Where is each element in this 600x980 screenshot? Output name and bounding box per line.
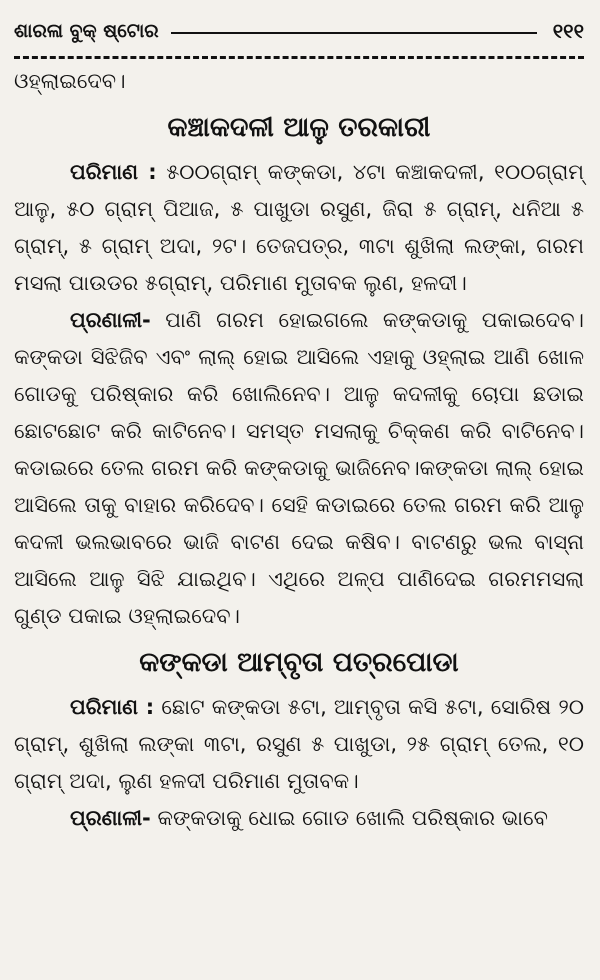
recipe1-method — [14, 302, 584, 635]
recipe1-method-text: ପାଣି ଗରମ ହୋଇଗଲେ କଙ୍କଡାକୁ ପକାଇଦେବ। କଙ୍କଡା ସିଝିଜିବ ଏବଂ ଲାଲ୍ ହୋଇ ଆସିଲେ ଏହାକୁ ଓହ୍ଲାଇ ଆଣି ଖୋଳ ଗୋଡକୁ ପରିଷ୍କାର କରି ଖୋଲିନେବ। ଆଳୁ କଦଳୀକୁ ଚୋପା ଛଡାଇ ଛୋଟଛୋଟ କରି କାଟିନେବ। ସମସ୍ତ ମସଲାକୁ ଚିକ୍କଣ କରି ବାଟିନେବ। କଡାଇରେ ତେଲ ଗରମ କରି କଙ୍କଡାକୁ ଭାଜିନେବ।କଙ୍କଡା ଲାଲ୍ ହୋଇ ଆସିଲେ ତାକୁ ବାହାର କରିଦେବ। ସେହି କଡାଇରେ ତେଲ ଗରମ କରି ଆଳୁ କଦଳୀ ଭଲଭାବରେ ଭାଜି ବାଟଣ ଦେଇ କଷିବ। ବାଟଣରୁ ଭଲ ବାସ୍ନା ଆସିଲେ ଆଳୁ ସିଝି ଯାଇଥିବ। ଏଥିରେ ଅଳ୍ପ ପାଣିଦେଇ ଗରମମସଲା ଗୁଣ୍ଡ ପକାଇ ଓହ୍ଲାଇଦେବ। — [14, 308, 584, 628]
running-header — [14, 18, 584, 44]
header-dashed-divider — [14, 56, 584, 59]
page-number: ୧୧୧ — [552, 19, 584, 43]
recipe1-ingredients-label: ପରିମାଣ : — [70, 160, 157, 184]
recipe1-ingredients-text: ୫୦୦ଗ୍ରାମ୍ କଙ୍କଡା, ୪ଟା କଞ୍ଚାକଦଳୀ, ୧୦୦ଗ୍ରାମ୍ ଆଳୁ, ୫୦ ଗ୍ରାମ୍ ପିଆଜ, ୫ ପାଖୁଡା ରସୁଣ, ଜିରା ୫ ଗ୍ରାମ୍, ଧନିଆ ୫ ଗ୍ରାମ୍, ୫ ଗ୍ରାମ୍ ଅଦା, ୨ଟ। ତେଜପତ୍ର, ୩ଟା ଶୁଖିଲା ଲଙ୍କା, ଗରମ ମସଲା ପାଉଡର ୫ଗ୍ରାମ୍, ପରିମାଣ ମୁତାବକ ଲୁଣ, ହଳଦୀ। — [14, 160, 584, 295]
recipe2-title: କଙ୍କଡା ଆମ୍ବୃତା ପତ୍ରପୋଡା — [139, 647, 459, 678]
recipe1-title: କଞ୍ଚାକଦଳୀ ଆଳୁ ତରକାରୀ — [167, 112, 431, 143]
continued-text: ଓହ୍ଲାଇଦେବ। — [14, 69, 126, 93]
recipe1-ingredients — [14, 154, 584, 302]
header-rule — [171, 32, 537, 34]
recipe2-method-label: ପ୍ରଣାଳୀ- — [70, 806, 151, 830]
recipe2-ingredients-text: ଛୋଟ କଙ୍କଡା ୫ଟା, ଆମ୍ବୃତା କସି ୫ଟା, ସୋରିଷ ୨୦ ଗ୍ରାମ୍, ଶୁଖିଲା ଲଙ୍କା ୩ଟା, ରସୁଣ ୫ ପାଖୁଡା, ୨୫ ଗ୍ରାମ୍ ତେଲ, ୧୦ ଗ୍ରାମ୍ ଅଦା, ଲୁଣ ହଳଦୀ ପରିମାଣ ମୁତାବକ। — [14, 695, 584, 793]
recipe1-method-label: ପ୍ରଣାଳୀ- — [70, 308, 151, 332]
book-title: ଶାରଳା ବୁକ୍ ଷ୍ଟୋର — [14, 20, 159, 42]
recipe2-ingredients-label: ପରିମାଣ : — [70, 695, 155, 719]
recipe2-method-text: କଙ୍କଡାକୁ ଧୋଇ ଗୋଡ ଖୋଲି ପରିଷ୍କାର ଭାବେ — [157, 806, 548, 830]
recipe2-method — [14, 800, 584, 837]
recipe2-ingredients — [14, 689, 584, 800]
